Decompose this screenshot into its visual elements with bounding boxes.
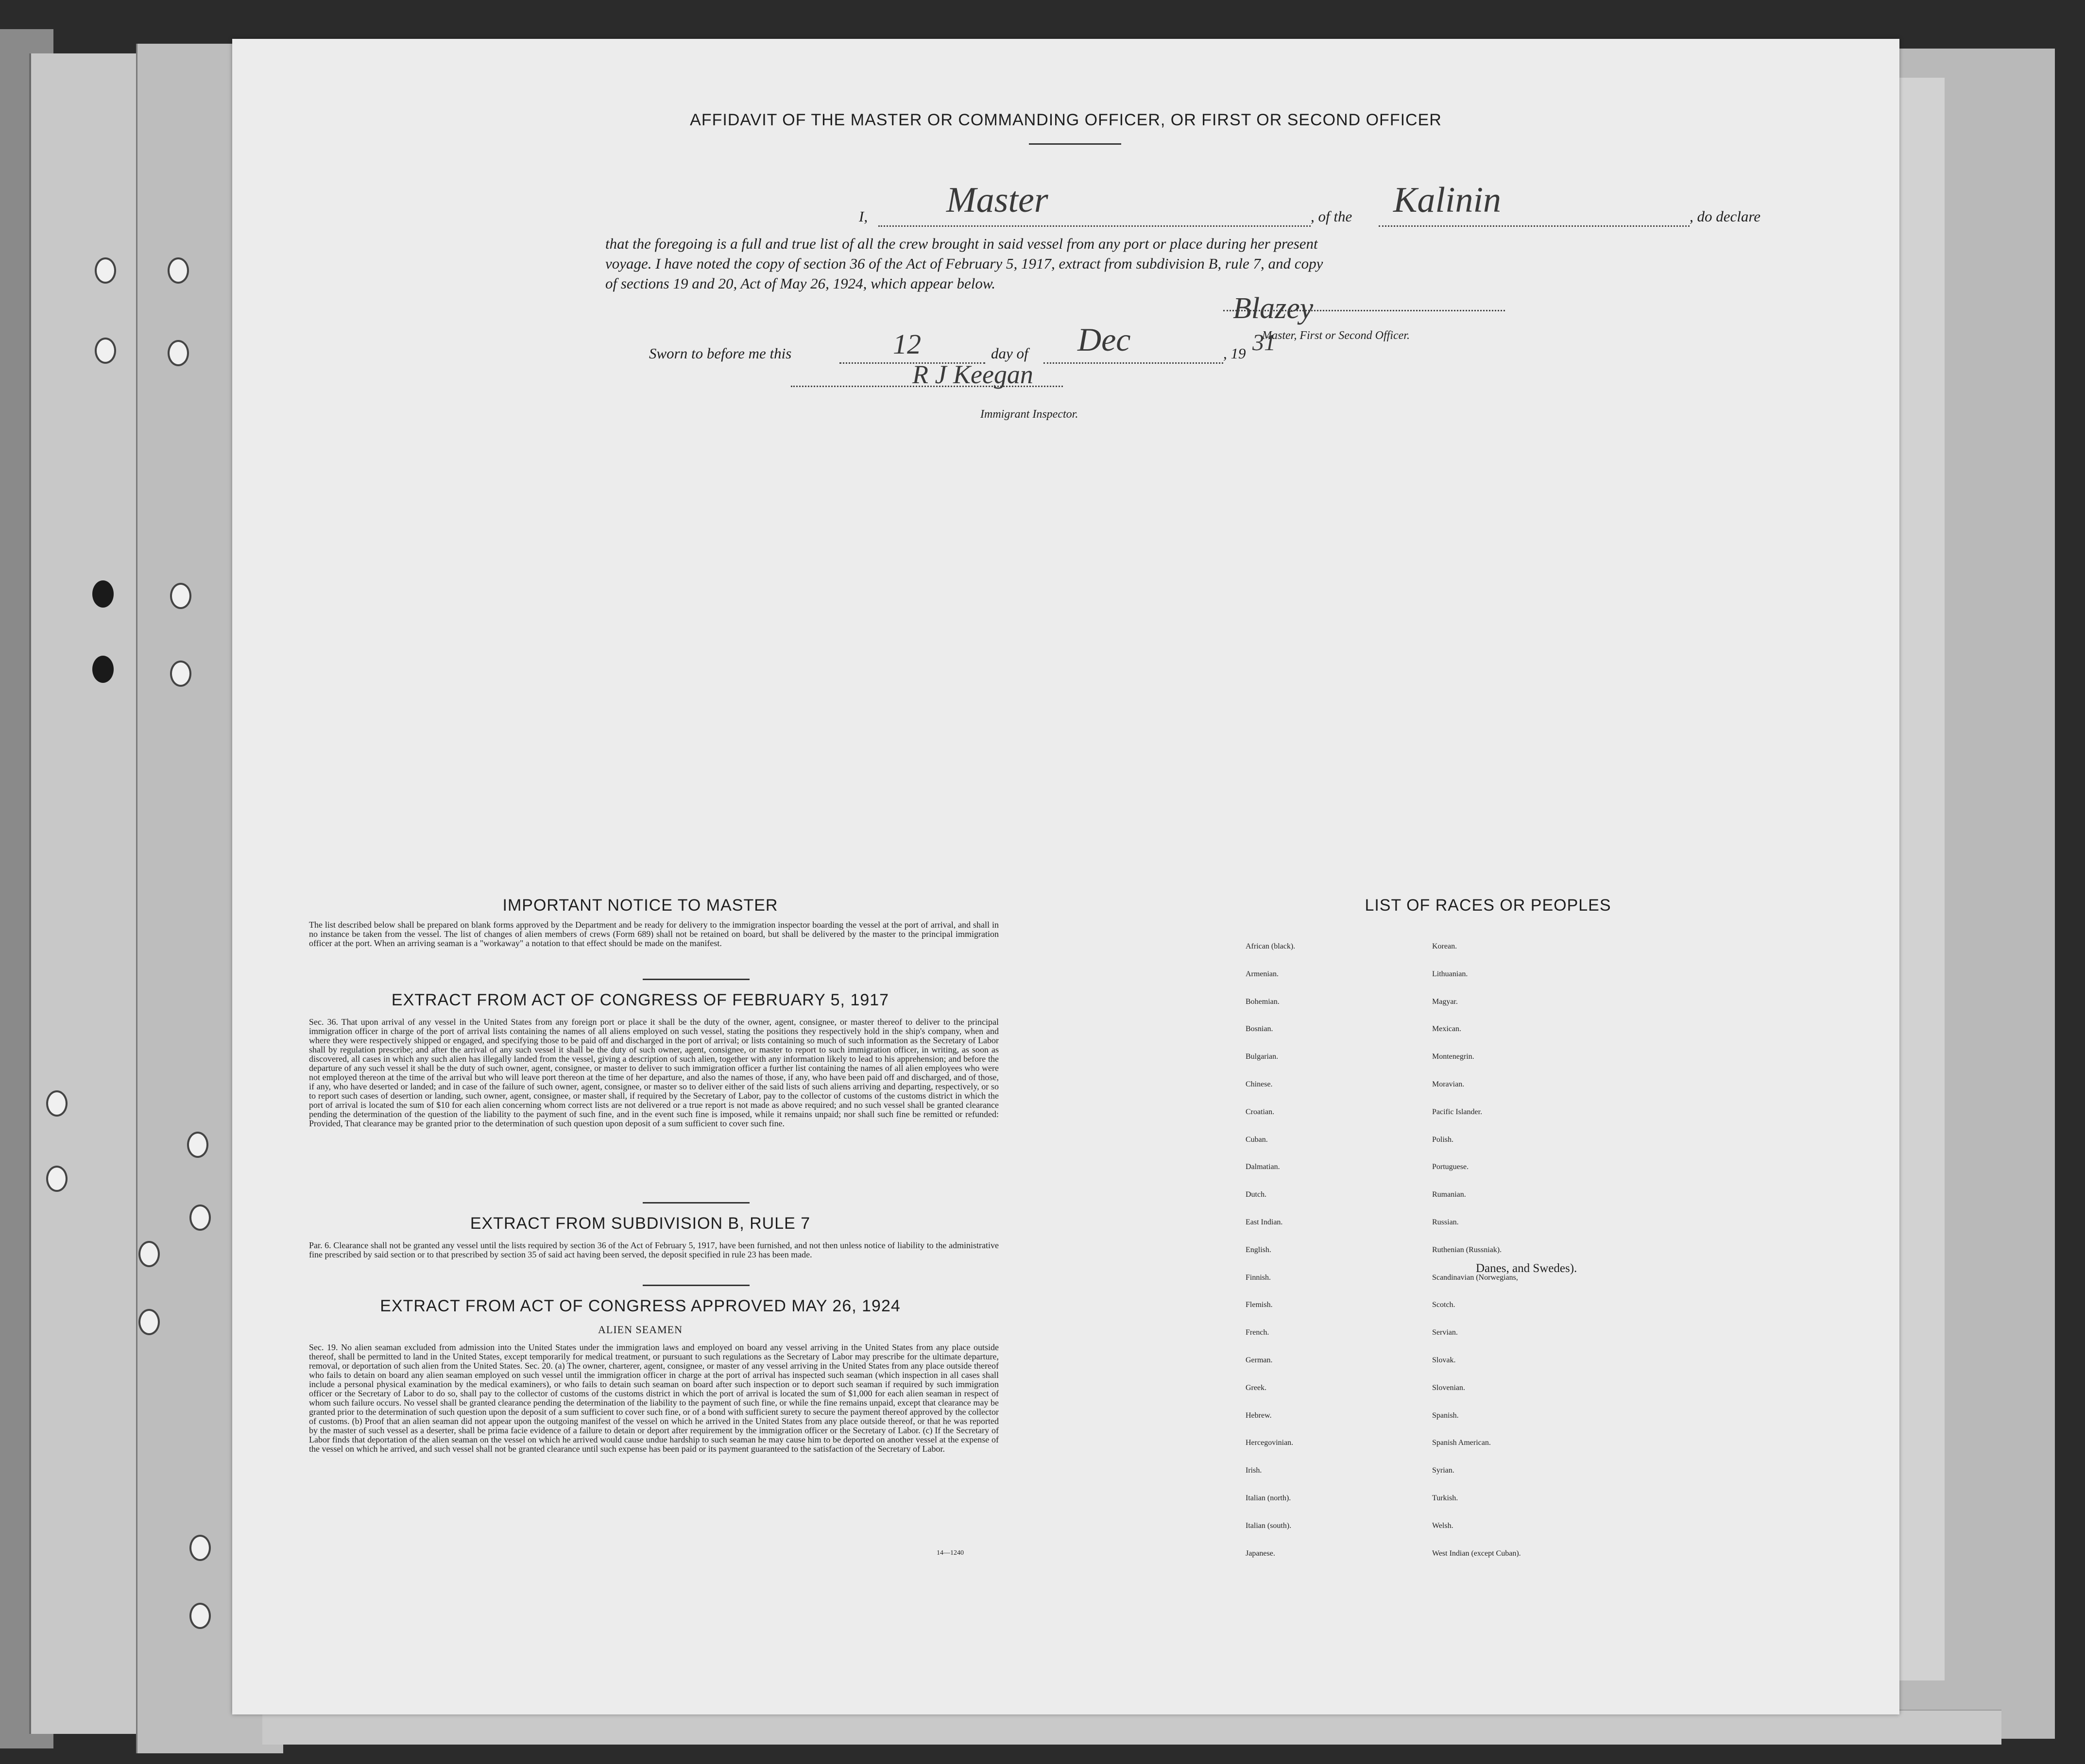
sworn-year-handwritten: 31 bbox=[1252, 330, 1276, 356]
race-item: East Indian. bbox=[1246, 1218, 1283, 1226]
race-item: African (black). bbox=[1246, 942, 1296, 950]
race-item: Dalmatian. bbox=[1246, 1163, 1280, 1171]
sworn-month-handwritten: Dec bbox=[1077, 321, 1131, 358]
race-item: Montenegrin. bbox=[1432, 1052, 1474, 1061]
race-item: Portuguese. bbox=[1432, 1163, 1469, 1171]
signature-line bbox=[1223, 305, 1505, 311]
race-item: Russian. bbox=[1432, 1218, 1459, 1226]
extract-1924-subtitle: ALIEN SEAMEN bbox=[598, 1323, 683, 1336]
race-item: Irish. bbox=[1246, 1466, 1262, 1475]
race-item: Armenian. bbox=[1246, 969, 1279, 978]
race-item: Magyar. bbox=[1432, 997, 1458, 1006]
race-item: Bulgarian. bbox=[1246, 1052, 1279, 1061]
race-item: Cuban. bbox=[1246, 1135, 1268, 1144]
extract-1924-body: Sec. 19. No alien seaman excluded from admission into the United States under the immigration laws and employed on board any vessel arriving in the United States from any place outside thereof, shall be permitted to land in the United States, except temporarily for medical treatment, or pursuant to such regulations as the Secretary of Labor may prescribe for the ultimate departure, removal, or deportation of such alien from the United States. Sec. 20. (a) The owner, charterer, agent, consignee, or master of any vessel arriving in the United States from any place outside thereof who fails to detain on board any alien seaman employed on such vessel until the immigration officer in charge at the port of arrival has inspected such seaman (which inspection in all cases shall include a personal physical examination by the medical examiners), or who fails to detain such seaman on board after such inspection or to deport such seaman if required by such immigration officer or the Secretary of Labor to do so, shall pay to the collector of customs of the customs district in which the port of arrival is located the sum of $1,000 for each alien seaman in respect of whom such failure occurs. No vessel shall be granted clearance pending the determination of the liability to the payment of such fine, or while the fine remains unpaid, except that clearance may be granted prior to the determination of such question upon the deposit of a sum sufficient to cover such fine, or of a bond with sufficient surety to secure the payment thereof approved by the collector of customs. (b) Proof that an alien seaman did not appear upon the outgoing manifest of the vessel on which he arrived in the United States from any place outside thereof, or that he was reported by the master of such vessel as a deserter, shall be prima facie evidence of a failure to detain or deport after requirement by the immigration officer or the Secretary of Labor. (c) If the Secretary of Labor finds that deportation of the alien seaman on the vessel on which he arrived would cause undue hardship to such seaman he may cause him to be deported on another vessel at the expense of the vessel on which he arrived, and such vessel shall not be granted clearance until such expense has been paid or its payment guaranteed to the satisfaction of the Secretary of Labor. bbox=[309, 1342, 999, 1454]
punch-hole bbox=[138, 1309, 160, 1335]
punch-hole bbox=[92, 580, 114, 608]
race-item: Bosnian. bbox=[1246, 1025, 1273, 1034]
punch-hole bbox=[187, 1132, 208, 1158]
race-item: Mexican. bbox=[1432, 1025, 1461, 1034]
race-item: Dutch. bbox=[1246, 1190, 1267, 1199]
race-item: Servian. bbox=[1432, 1328, 1458, 1337]
month-blank bbox=[1043, 346, 1223, 364]
race-item: Korean. bbox=[1432, 942, 1457, 950]
race-item: Rumanian. bbox=[1432, 1190, 1466, 1199]
affidavit-declare: , do declare bbox=[1690, 208, 1761, 225]
race-item: French. bbox=[1246, 1328, 1269, 1337]
master-name-handwritten: Master bbox=[946, 180, 1048, 220]
binder-sheet-left bbox=[29, 53, 143, 1734]
race-item: German. bbox=[1246, 1356, 1273, 1364]
race-item: Finnish. bbox=[1246, 1273, 1271, 1282]
race-item: Spanish. bbox=[1432, 1411, 1459, 1420]
punch-hole bbox=[46, 1166, 68, 1192]
race-item: Slovak. bbox=[1432, 1356, 1456, 1364]
extract-1924-title: EXTRACT FROM ACT OF CONGRESS APPROVED MAY 26, 1924 bbox=[380, 1297, 901, 1315]
punch-hole bbox=[95, 338, 116, 364]
punch-hole bbox=[138, 1241, 160, 1267]
race-item: English. bbox=[1246, 1245, 1271, 1254]
race-item: Turkish. bbox=[1432, 1494, 1458, 1502]
affidavit-page bbox=[232, 39, 1899, 1714]
race-item: Scotch. bbox=[1432, 1301, 1455, 1309]
race-item: Japanese. bbox=[1246, 1549, 1275, 1558]
race-item: Scandinavian (Norwegians, bbox=[1432, 1273, 1518, 1282]
punch-hole bbox=[189, 1204, 211, 1231]
year-prefix: , 19 bbox=[1223, 345, 1246, 362]
affidavit-title: AFFIDAVIT OF THE MASTER OR COMMANDING OFFICER, OR FIRST OR SECOND OFFICER bbox=[690, 111, 1442, 129]
race-item: Moravian. bbox=[1432, 1080, 1465, 1088]
divider bbox=[1029, 143, 1121, 145]
affidavit-i: I, bbox=[859, 208, 868, 225]
race-item: West Indian (except Cuban). bbox=[1432, 1549, 1521, 1558]
race-item: Lithuanian. bbox=[1432, 969, 1468, 978]
punch-hole bbox=[170, 583, 191, 609]
inspector-caption: Immigrant Inspector. bbox=[980, 408, 1078, 421]
race-item: Hercegovinian. bbox=[1246, 1439, 1294, 1447]
race-item: Flemish. bbox=[1246, 1301, 1273, 1309]
race-item: Polish. bbox=[1432, 1135, 1454, 1144]
race-item: Croatian. bbox=[1246, 1107, 1275, 1116]
punch-hole bbox=[189, 1535, 211, 1561]
affidavit-line-4: of sections 19 and 20, Act of May 26, 1924, which appear below. bbox=[605, 275, 996, 292]
divider bbox=[643, 1202, 750, 1204]
master-signature: Blazey bbox=[1233, 292, 1314, 325]
affidavit-line-3: voyage. I have noted the copy of section 36 of the Act of February 5, 1917, extract from subdivision B, rule 7, and copy bbox=[605, 255, 1323, 272]
punch-hole bbox=[170, 661, 191, 687]
race-item: Syrian. bbox=[1432, 1466, 1454, 1475]
race-item: Italian (north). bbox=[1246, 1494, 1291, 1502]
punch-hole bbox=[92, 656, 114, 683]
race-item: Chinese. bbox=[1246, 1080, 1273, 1088]
race-item: Slovenian. bbox=[1432, 1383, 1465, 1392]
race-item: Danes, and Swedes). bbox=[1476, 1262, 1577, 1275]
affidavit-of-the: , of the bbox=[1311, 208, 1352, 225]
extract-rule7-body: Par. 6. Clearance shall not be granted any vessel until the lists required by section 36 of the Act of February 5, 1917, have been furnished, and not then unless notice of liability to the administrative fine prescribed by said section or to that prescribed by section 35 of said act having been served, the deposit specified in rule 23 has been made. bbox=[309, 1240, 999, 1259]
divider bbox=[643, 979, 750, 980]
punch-hole bbox=[168, 257, 189, 284]
race-item: Ruthenian (Russniak). bbox=[1432, 1245, 1502, 1254]
underlying-sheet-right-inner bbox=[1895, 78, 1945, 1680]
races-title: LIST OF RACES OR PEOPLES bbox=[1365, 896, 1611, 915]
race-item: Hebrew. bbox=[1246, 1411, 1272, 1420]
extract-1917-title: EXTRACT FROM ACT OF CONGRESS OF FEBRUARY 5, 1917 bbox=[391, 991, 889, 1009]
notice-title: IMPORTANT NOTICE TO MASTER bbox=[502, 896, 778, 915]
day-of-text: day of bbox=[991, 345, 1028, 362]
form-number: 14—1240 bbox=[937, 1549, 964, 1557]
punch-hole bbox=[189, 1603, 211, 1629]
affidavit-line-2: that the foregoing is a full and true list of all the crew brought in said vessel from any port or place during her present bbox=[605, 235, 1318, 252]
extract-rule7-title: EXTRACT FROM SUBDIVISION B, RULE 7 bbox=[470, 1214, 811, 1233]
race-item: Greek. bbox=[1246, 1383, 1267, 1392]
race-item: Welsh. bbox=[1432, 1521, 1453, 1530]
name-blank bbox=[878, 209, 1311, 227]
punch-hole bbox=[46, 1090, 68, 1117]
underlying-sheet-bottom bbox=[262, 1710, 2001, 1745]
race-item: Bohemian. bbox=[1246, 997, 1280, 1006]
race-item: Pacific Islander. bbox=[1432, 1107, 1483, 1116]
sworn-day-handwritten: 12 bbox=[893, 328, 921, 360]
divider bbox=[643, 1285, 750, 1286]
race-item: Spanish American. bbox=[1432, 1439, 1491, 1447]
vessel-name-handwritten: Kalinin bbox=[1393, 180, 1502, 220]
punch-hole bbox=[168, 340, 189, 366]
master-caption: Master, First or Second Officer. bbox=[1262, 329, 1410, 342]
sworn-text: Sworn to before me this bbox=[649, 345, 792, 362]
inspector-signature: R J Keegan bbox=[912, 360, 1033, 389]
race-item: Italian (south). bbox=[1246, 1521, 1292, 1530]
punch-hole bbox=[95, 257, 116, 284]
notice-body: The list described below shall be prepared on blank forms approved by the Department and be ready for delivery to the immigration inspector boarding the vessel at the port of arrival, and shall in no instance be taken from the vessel. The list of changes of alien members of crews (Form 689) shall not be retained on board, but shall be delivered by the master to the principal immigration officer at the port. When an arriving seaman is a "workaway" a notation to that effect should be made on the manifest. bbox=[309, 920, 999, 948]
extract-1917-body: Sec. 36. That upon arrival of any vessel in the United States from any foreign port or place it shall be the duty of the owner, agent, consignee, or master thereof to deliver to the principal immigration officer in charge of the port of arrival lists containing the names of all aliens employed on such vessel, stating the positions they respectively hold in the ship's company, when and where they were respectively shipped or engaged, and specifying those to be paid off and discharged in the port of arrival; or lists containing so much of such information as the Secretary of Labor shall by regulation prescribe; and after the arrival of any such vessel it shall be the duty of such owner, agent, consignee, or master to report to such immigration officer, in writing, as soon as discovered, all cases in which any such alien has illegally landed from the vessel, giving a description of such alien, together with any information likely to lead to his apprehension; and before the departure of any such vessel it shall be the duty of such owner, agent, consignee, or master to deliver to such immigration officer a further list containing the names of all alien employees who were not employed thereon at the time of the arrival but who will leave port thereon at the time of her departure, and also the names of those, if any, who have been paid off and discharged, and of those, if any, who have deserted or landed; and in case of the failure of such owner, agent, consignee, or master so to deliver either of the said lists of such aliens arriving and departing, respectively, or so to report such cases of desertion or landing, such owner, agent, consignee, or master shall, if required by the Secretary of Labor, pay to the collector of customs of the customs district in which the port of arrival is located the sum of $10 for each alien concerning whom correct lists are not delivered or a true report is not made as above required; and no such vessel shall be granted clearance pending the determination of the question of the liability to the payment of such fine, and in the event such fine is imposed, while it remains unpaid; nor shall such fine be remitted or refunded: Provided, That clearance may be granted prior to the determination of such question upon deposit of a sum sufficient to cover such fine. bbox=[309, 1017, 999, 1128]
